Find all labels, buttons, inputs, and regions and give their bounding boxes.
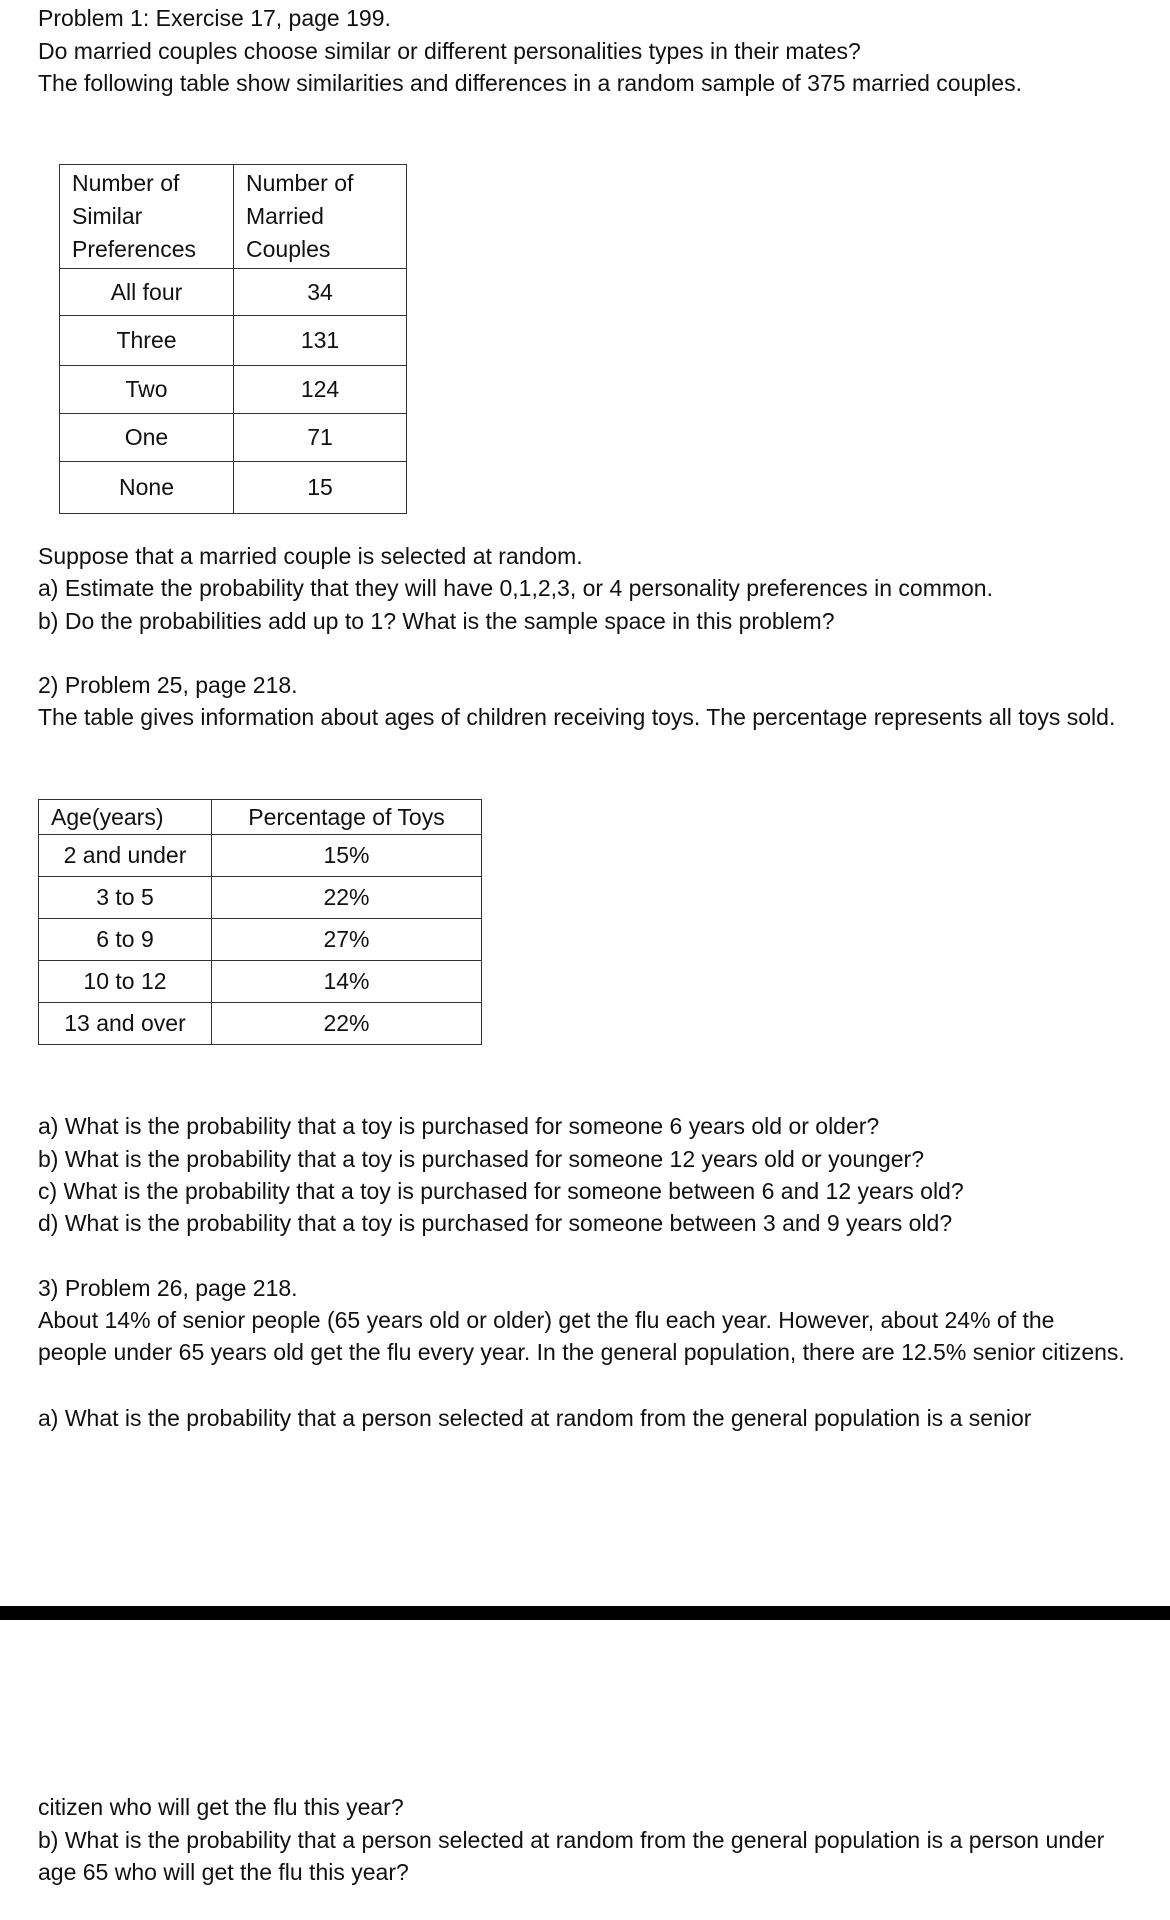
table-row <box>60 316 407 366</box>
table-cell: None <box>60 462 234 514</box>
p1-description: The following table show similarities and differences in a random sample of 375 married couples. <box>38 70 1022 96</box>
table-cell: 27% <box>212 919 482 961</box>
table-row <box>60 414 407 462</box>
p1-question-b: b) Do the probabilities add up to 1? What is the sample space in this problem? <box>38 608 835 634</box>
table-row <box>39 1003 482 1045</box>
table-cell: 124 <box>234 366 407 414</box>
table-row <box>39 919 482 961</box>
p2-title: 2) Problem 25, page 218. <box>38 672 298 698</box>
p1-question: Do married couples choose similar or different personalities types in their mates? <box>38 38 861 64</box>
table-cell: One <box>60 414 234 462</box>
table-row <box>60 462 407 514</box>
p3-question-a-start: a) What is the probability that a person selected at random from the general population is a senior <box>38 1405 1032 1431</box>
table-cell: 14% <box>212 961 482 1003</box>
table-cell: 71 <box>234 414 407 462</box>
table-header-row <box>60 165 407 269</box>
table-cell: 22% <box>212 877 482 919</box>
table-cell: 15% <box>212 835 482 877</box>
table-cell: 6 to 9 <box>39 919 212 961</box>
table-row <box>39 835 482 877</box>
toys-table <box>38 799 482 1045</box>
table-cell: 34 <box>234 269 407 316</box>
p3-intro: About 14% of senior people (65 years old or older) get the flu each year. However, about 24% of the people under 65 years old get the flu every year. In the general population, there are 12.5% senior citizens. <box>38 1307 1125 1365</box>
table-row <box>39 877 482 919</box>
table-cell: 10 to 12 <box>39 961 212 1003</box>
page-divider <box>0 1606 1170 1620</box>
p3-question-a-end: citizen who will get the flu this year? <box>38 1794 404 1820</box>
table-cell: Three <box>60 316 234 366</box>
p2-question-c: c) What is the probability that a toy is purchased for someone between 6 and 12 years old? <box>38 1178 964 1204</box>
p2-intro: The table gives information about ages of children receiving toys. The percentage represents all toys sold. <box>38 704 1116 730</box>
table-header-cell: Number of Similar Preferences <box>60 165 234 269</box>
table-header-row <box>39 800 482 835</box>
table-cell: 3 to 5 <box>39 877 212 919</box>
p2-question-d: d) What is the probability that a toy is purchased for someone between 3 and 9 years old? <box>38 1210 953 1236</box>
table-cell: 22% <box>212 1003 482 1045</box>
table-cell: 131 <box>234 316 407 366</box>
p3-title: 3) Problem 26, page 218. <box>38 1275 298 1301</box>
table-header-cell: Number of Married Couples <box>234 165 407 269</box>
table-cell: 13 and over <box>39 1003 212 1045</box>
table-cell: All four <box>60 269 234 316</box>
table-header-cell: Age(years) <box>39 800 212 835</box>
p1-prompt: Suppose that a married couple is selected at random. <box>38 543 583 569</box>
p3-question-b: b) What is the probability that a person selected at random from the general population is a person under age 65 who will get the flu this year? <box>38 1827 1105 1885</box>
p1-title: Problem 1: Exercise 17, page 199. <box>38 5 391 31</box>
p2-question-a: a) What is the probability that a toy is purchased for someone 6 years old or older? <box>38 1113 880 1139</box>
couples-table <box>59 164 407 514</box>
p2-question-b: b) What is the probability that a toy is purchased for someone 12 years old or younger? <box>38 1146 924 1172</box>
table-cell: Two <box>60 366 234 414</box>
table-cell: 2 and under <box>39 835 212 877</box>
table-header-cell: Percentage of Toys <box>212 800 482 835</box>
p1-question-a: a) Estimate the probability that they will have 0,1,2,3, or 4 personality preferences in common. <box>38 575 993 601</box>
table-row <box>39 961 482 1003</box>
table-row <box>60 366 407 414</box>
table-cell: 15 <box>234 462 407 514</box>
table-row <box>60 269 407 316</box>
